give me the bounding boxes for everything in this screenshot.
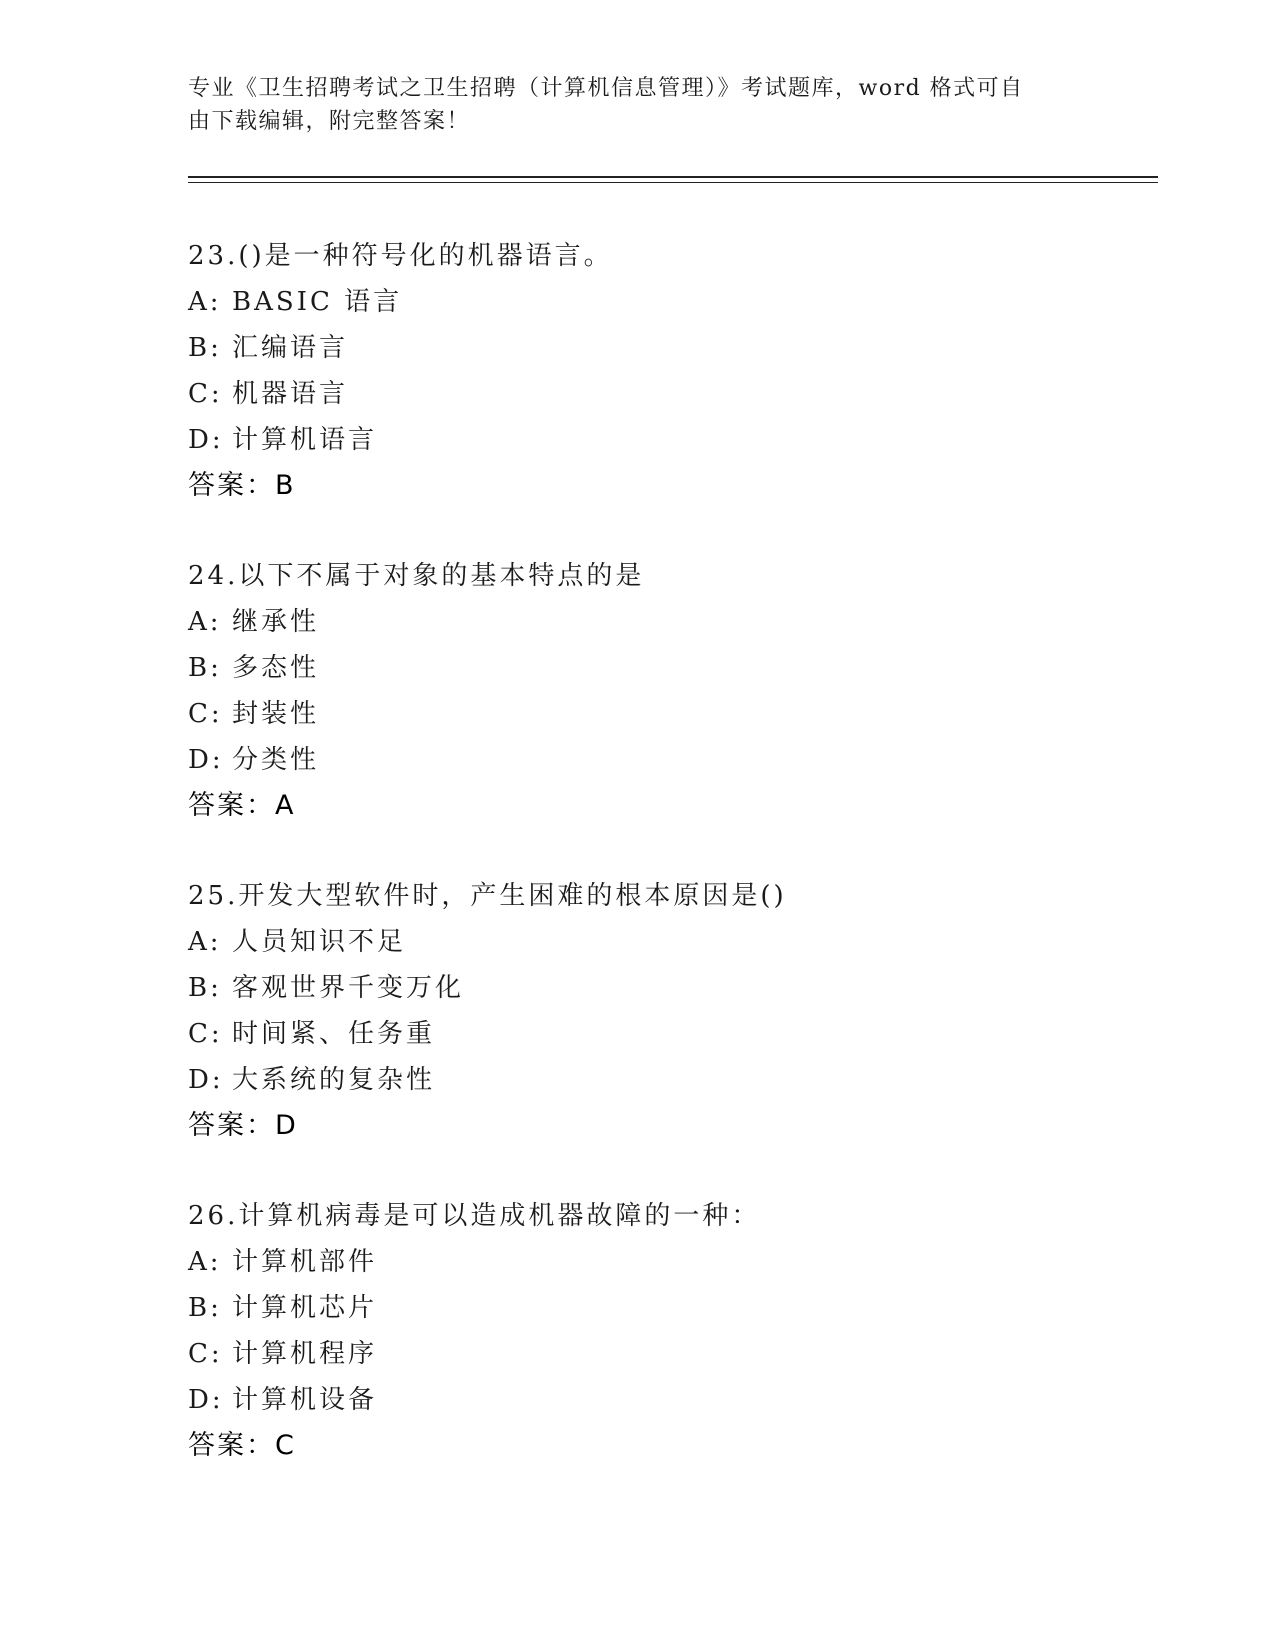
question-list <box>188 233 1148 1513</box>
option-text: BASIC 语言 <box>232 287 403 317</box>
option-d <box>188 737 1148 783</box>
option-text: 机器语言 <box>232 379 349 409</box>
option-text: 汇编语言 <box>232 333 349 363</box>
option-text: 多态性 <box>232 653 320 683</box>
document-header <box>188 72 1068 138</box>
option-text: 继承性 <box>232 607 320 637</box>
option-a <box>188 1239 1148 1285</box>
option-text: 计算机语言 <box>232 425 378 455</box>
option-letter: D: <box>188 745 224 775</box>
option-a <box>188 599 1148 645</box>
option-letter: D: <box>188 1065 224 1095</box>
option-b <box>188 645 1148 691</box>
option-a <box>188 279 1148 325</box>
option-letter: A: <box>188 287 222 317</box>
option-b <box>188 325 1148 371</box>
answer-line: 答案：B <box>188 470 296 501</box>
option-letter: C: <box>188 1019 223 1049</box>
option-text: 计算机芯片 <box>232 1293 378 1323</box>
option-letter: D: <box>188 425 224 455</box>
option-text: 计算机程序 <box>232 1339 378 1369</box>
option-letter: A: <box>188 927 222 957</box>
question-stem: 24.以下不属于对象的基本特点的是 <box>188 561 645 591</box>
header-line-2: 由下载编辑，附完整答案！ <box>188 109 471 134</box>
option-c <box>188 1011 1148 1057</box>
option-letter: B: <box>188 1293 222 1323</box>
question-24 <box>188 553 1148 829</box>
header-divider-bottom <box>188 182 1158 183</box>
option-letter: B: <box>188 333 222 363</box>
question-stem: 25.开发大型软件时，产生困难的根本原因是() <box>188 881 787 911</box>
option-text: 分类性 <box>232 745 320 775</box>
question-26 <box>188 1193 1148 1469</box>
option-letter: C: <box>188 699 223 729</box>
option-text: 人员知识不足 <box>232 927 407 957</box>
option-d <box>188 1057 1148 1103</box>
option-b <box>188 965 1148 1011</box>
answer-line: 答案：D <box>188 1110 298 1141</box>
option-a <box>188 919 1148 965</box>
option-d <box>188 1377 1148 1423</box>
option-letter: B: <box>188 973 222 1003</box>
answer-line: 答案：A <box>188 790 296 821</box>
header-line-1: 专业《卫生招聘考试之卫生招聘（计算机信息管理）》考试题库，word 格式可自 <box>188 76 1024 101</box>
option-c <box>188 1331 1148 1377</box>
option-text: 封装性 <box>232 699 320 729</box>
option-b <box>188 1285 1148 1331</box>
option-letter: A: <box>188 607 222 637</box>
option-letter: A: <box>188 1247 222 1277</box>
option-c <box>188 691 1148 737</box>
option-text: 客观世界千变万化 <box>232 973 465 1003</box>
question-25 <box>188 873 1148 1149</box>
answer-line: 答案：C <box>188 1430 296 1461</box>
option-letter: C: <box>188 1339 223 1369</box>
option-letter: D: <box>188 1385 224 1415</box>
question-23 <box>188 233 1148 509</box>
option-c <box>188 371 1148 417</box>
question-stem: 26.计算机病毒是可以造成机器故障的一种： <box>188 1201 761 1231</box>
option-text: 计算机部件 <box>232 1247 378 1277</box>
option-letter: C: <box>188 379 223 409</box>
question-stem: 23.()是一种符号化的机器语言。 <box>188 241 613 271</box>
option-text: 计算机设备 <box>232 1385 378 1415</box>
option-d <box>188 417 1148 463</box>
option-text: 时间紧、任务重 <box>232 1019 436 1049</box>
header-divider-top <box>188 176 1158 178</box>
option-letter: B: <box>188 653 222 683</box>
option-text: 大系统的复杂性 <box>232 1065 436 1095</box>
